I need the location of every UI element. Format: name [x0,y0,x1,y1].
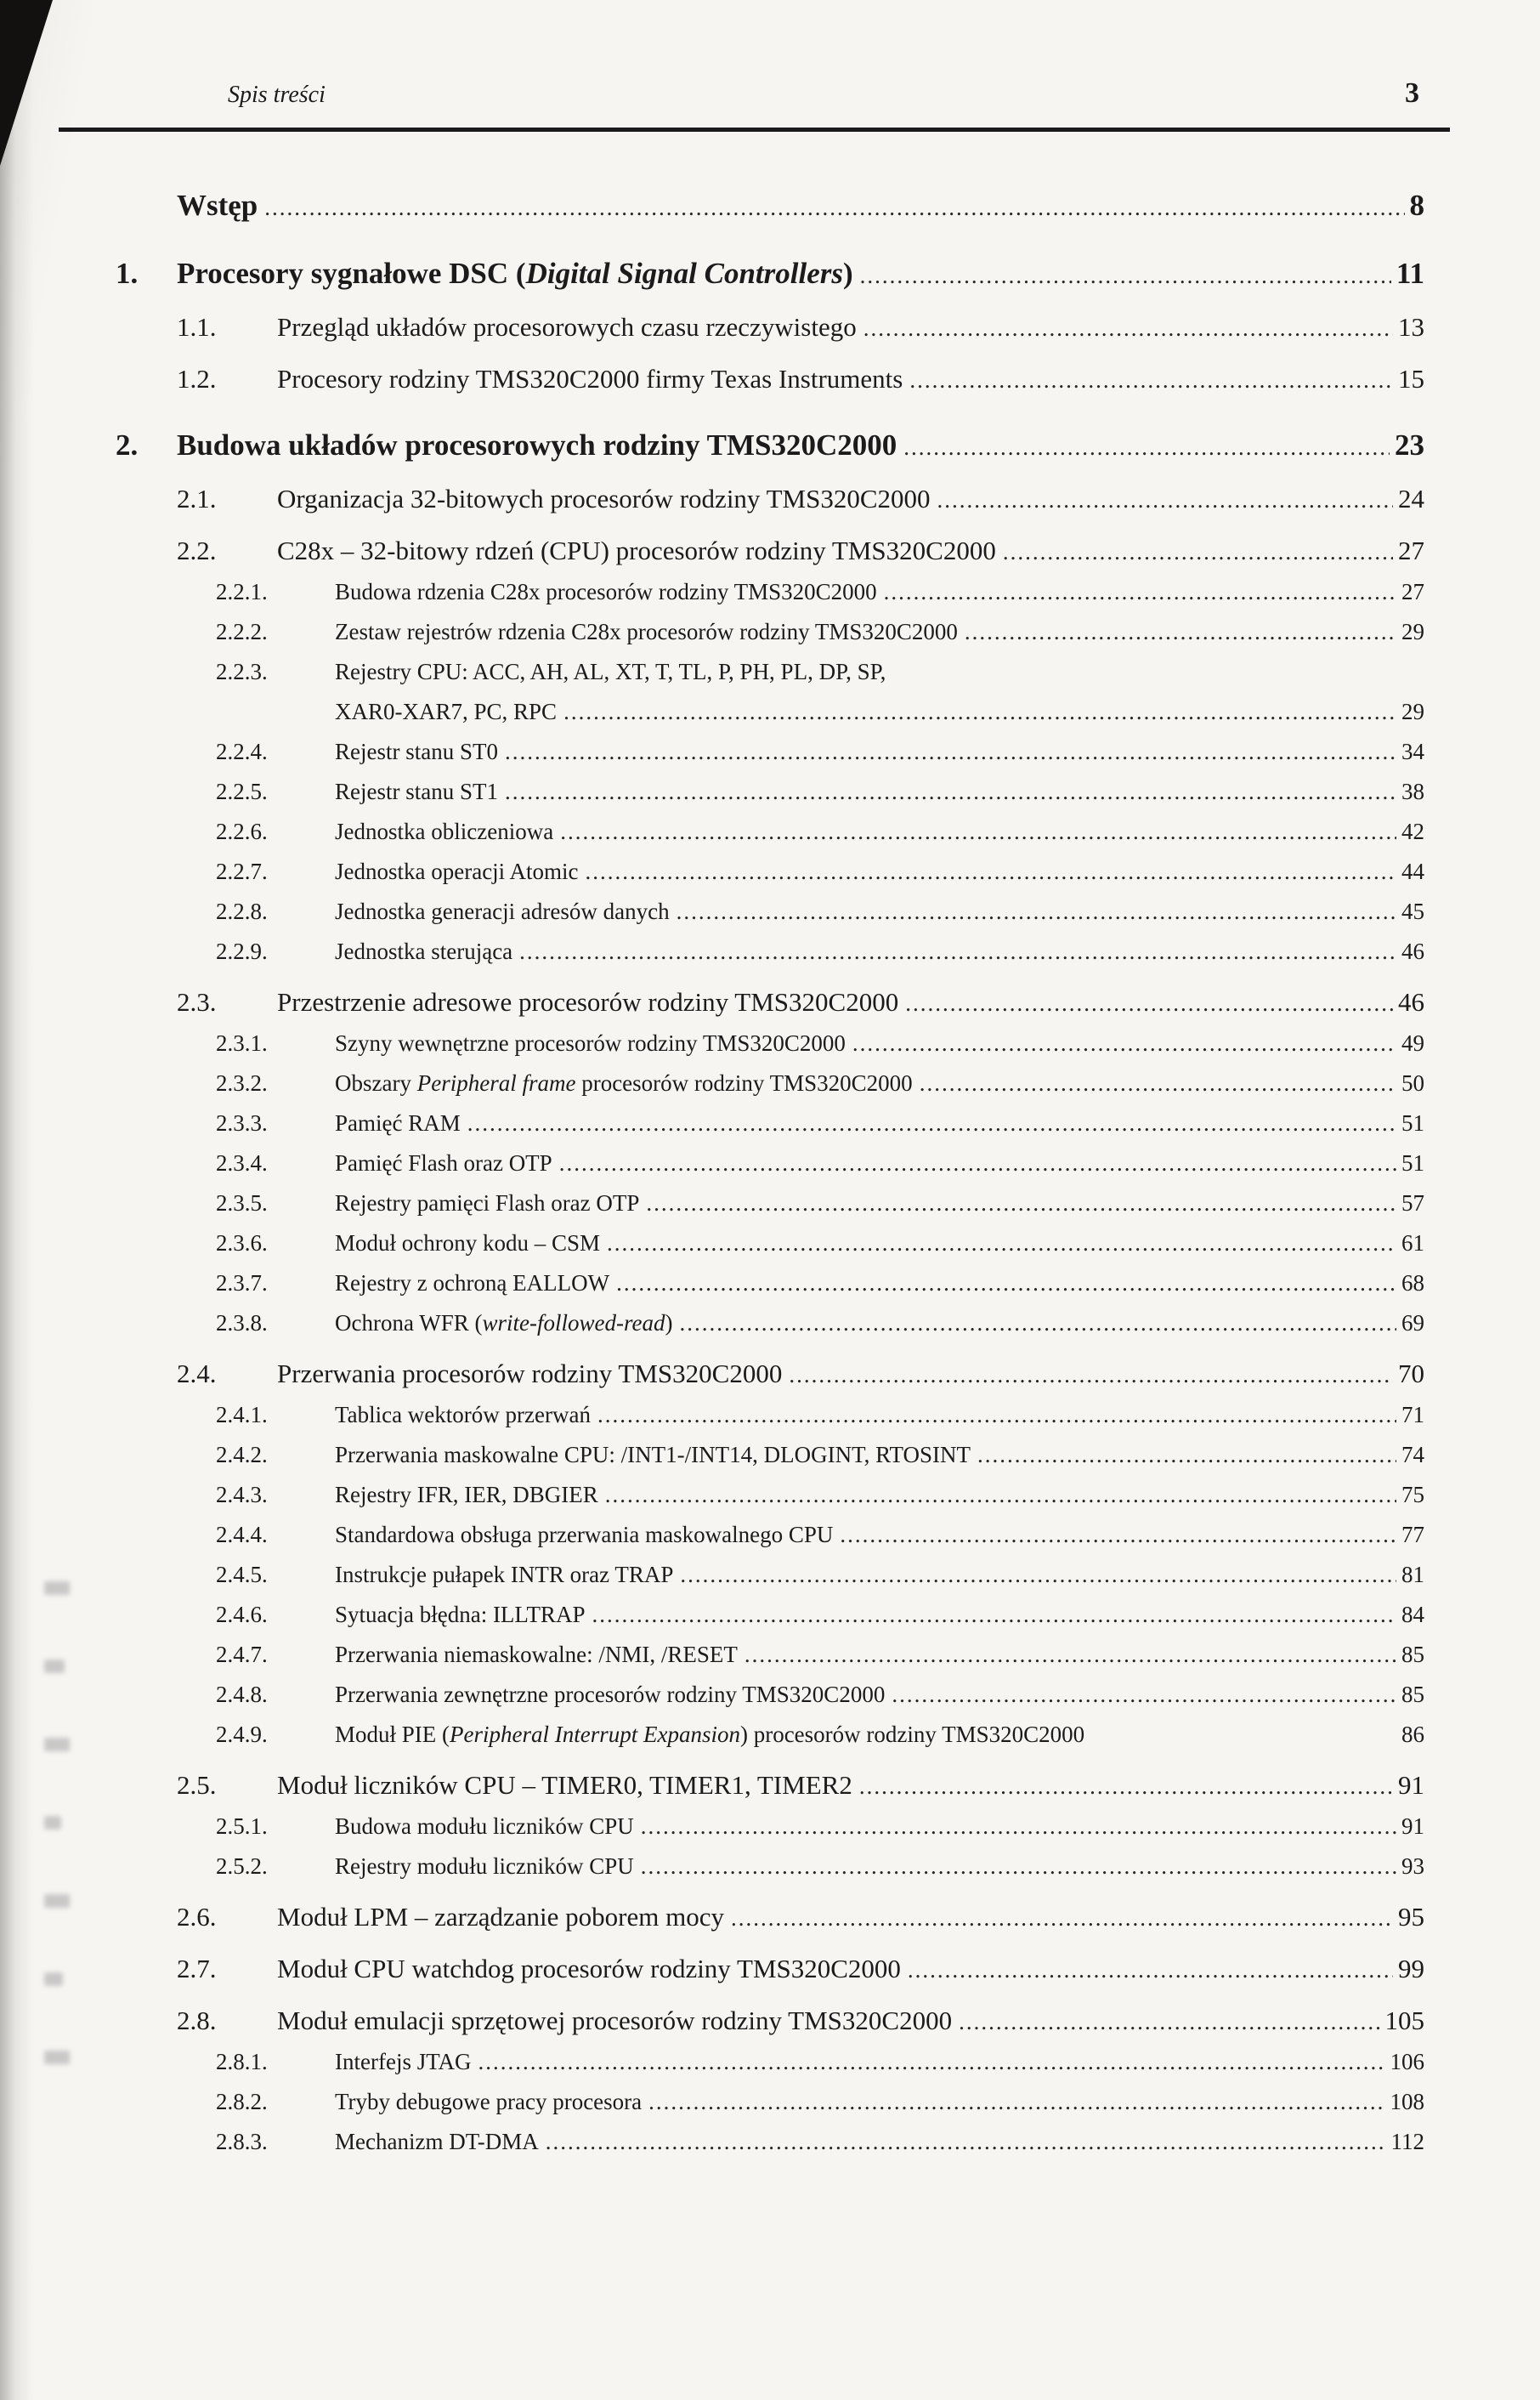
toc-entry-title [335,2082,642,2122]
toc-entry-page-number: 51 [1401,1110,1424,1136]
toc-entry-page-number: 44 [1401,859,1424,884]
toc-entry-title [335,1064,913,1104]
toc-entry-page-number: 50 [1401,1070,1424,1096]
dot-leader [977,1435,1396,1475]
toc-entry [116,424,1424,468]
toc-entry-title-part: Rejestr stanu ST0 [335,739,498,764]
toc-entry-number: 2.5.1. [216,1813,268,1839]
toc-entry [216,2082,1424,2122]
toc-entry-title [277,359,903,399]
toc-entry-number: 2.2.8. [216,899,268,924]
toc-entry [216,732,1424,772]
toc-entry [216,2122,1424,2162]
toc-entry-number: 2.2.5. [216,779,268,804]
dot-leader [505,772,1396,812]
toc-entry-page-number: 91 [1401,1813,1424,1839]
toc-entry-page-number: 24 [1398,484,1424,513]
running-header-page-number: 3 [1405,77,1419,109]
toc-entry-page-number: 11 [1396,257,1424,290]
toc-entry [216,1024,1424,1064]
toc-entry-number: 2.3.6. [216,1230,268,1256]
toc-entry-title [335,772,498,812]
toc-entry-title [335,892,670,932]
toc-entry [216,852,1424,892]
toc-entry-number: 2.3.7. [216,1270,268,1296]
toc-entry [216,1143,1424,1183]
toc-entry-title [335,932,512,972]
toc-entry-title-part: Moduł LPM – zarządzanie poborem mocy [277,1902,724,1932]
dot-leader [264,186,1404,229]
dot-leader [597,1395,1396,1435]
toc-entry [216,1475,1424,1515]
toc-entry-title-part: procesorów rodziny TMS320C2000 [575,1070,913,1096]
toc-entry [216,1064,1424,1104]
toc-entry-title-part: Budowa rdzenia C28x procesorów rodziny TMS320C2000 [335,579,877,604]
toc-entry-title-part: Przerwania niemaskowalne: /NMI, /RESET [335,1642,738,1667]
toc-entry-title-part: Mechanizm DT-DMA [335,2129,539,2154]
dot-leader [679,1303,1396,1343]
toc-entry-title [177,252,853,295]
toc-entry-page-number: 70 [1398,1359,1424,1388]
toc-entry-title-part: Moduł ochrony kodu – CSM [335,1230,601,1256]
toc-entry-title-part: XAR0-XAR7, PC, RPC [335,699,558,724]
toc-entry-number: 2.2.2. [216,619,268,644]
toc-entry-title-italic-part: Peripheral frame [416,1070,576,1096]
toc-entry-title-part: Przerwania procesorów rodziny TMS320C2000 [277,1359,783,1388]
toc-entry-page-number: 86 [1401,1722,1424,1747]
toc-entry-title [335,852,578,892]
toc-entry-title [277,1353,782,1393]
toc-entry-title-part: Ochrona WFR ( [335,1310,483,1336]
toc-entry [216,612,1424,652]
toc-entry-page-number: 57 [1401,1190,1424,1216]
toc-entry-title [335,692,557,732]
running-header [0,0,1540,111]
toc-entry-title-part: Wstęp [177,189,258,222]
toc-entry-title [335,1847,634,1887]
dot-leader [563,692,1396,732]
toc-entry-title-part: Przestrzenie adresowe procesorów rodziny TMS320C2000 [277,987,899,1017]
dot-leader [677,892,1396,932]
dot-leader [559,1143,1396,1183]
toc-entry [216,1675,1424,1715]
toc-entry-title-part: Rejestry CPU: ACC, AH, AL, XT, T, TL, P, PH, PL, DP, SP, [335,659,886,684]
toc-entry-title-part: Przegląd układów procesorowych czasu rzeczywistego [277,312,857,342]
toc-entry-title-part: Obszary [335,1070,417,1096]
toc-entry-title [335,1807,634,1847]
toc-entry-title [335,732,498,772]
toc-entry-title [335,2042,472,2082]
toc-entry [216,772,1424,812]
toc-entry-page-number: 105 [1384,2006,1424,2035]
dot-leader [478,2042,1385,2082]
toc-entry-title [335,1104,461,1143]
toc-entry-title-part: Moduł emulacji sprzętowej procesorów rodziny TMS320C2000 [277,2006,953,2035]
table-of-contents [116,184,1424,2162]
toc-entry-number: 2.4.5. [216,1562,268,1587]
toc-entry-number: 2.4. [177,1359,217,1388]
toc-entry-number: 1.1. [177,312,217,342]
toc-entry-title-part: Rejestry IFR, IER, DBGIER [335,1482,598,1507]
toc-entry-number: 2. [116,428,139,462]
toc-entry-title-part: ) procesorów rodziny TMS320C2000 [739,1722,1085,1747]
toc-entry-number: 1.2. [177,364,217,394]
dot-leader [607,1223,1396,1263]
toc-entry-title [335,1475,598,1515]
toc-entry-number: 2.3.4. [216,1150,268,1176]
toc-entry-title-part: Organizacja 32-bitowych procesorów rodziny TMS320C2000 [277,484,931,513]
toc-entry-title [277,982,898,1022]
toc-entry-number: 2.8.3. [216,2129,268,2154]
dot-leader [467,1104,1396,1143]
dot-leader [519,932,1396,972]
running-header-title: Spis treści [228,82,326,108]
dot-leader [903,426,1390,468]
dot-leader [592,1595,1396,1635]
toc-entry-number: 2.3.2. [216,1070,268,1096]
scan-edge-shadow [0,0,34,2400]
toc-entry-page-number: 85 [1401,1682,1424,1707]
toc-entry-number: 2.3. [177,987,217,1017]
dot-leader [641,1807,1396,1847]
toc-entry-number: 2.4.9. [216,1722,268,1747]
dot-leader [605,1475,1396,1515]
toc-entry-number: 2.3.1. [216,1030,268,1056]
toc-entry-title-part: Standardowa obsługa przerwania maskowalnego CPU [335,1522,834,1547]
toc-entry [116,252,1424,297]
toc-entry-title [335,1555,673,1595]
toc-entry [216,892,1424,932]
toc-entry-title-part: Moduł PIE ( [335,1722,450,1747]
toc-entry-title-part: Procesory sygnałowe DSC ( [177,257,526,290]
toc-entry [216,1555,1424,1595]
dot-leader [680,1555,1396,1595]
toc-entry-title-italic-part: Digital Signal Controllers [525,257,843,290]
toc-entry-page-number: 91 [1398,1770,1424,1800]
toc-entry [216,1635,1424,1675]
toc-entry-title [277,479,931,519]
toc-entry-title [335,1435,971,1475]
toc-entry [177,2000,1424,2042]
toc-entry-page-number: 29 [1401,619,1424,644]
toc-entry-page-number: 61 [1401,1230,1424,1256]
toc-entry-title-part: Szyny wewnętrzne procesorów rodziny TMS320C2000 [335,1030,846,1056]
dot-leader [745,1635,1396,1675]
dot-leader [908,1950,1393,1990]
dot-leader [892,1675,1396,1715]
toc-entry-title [335,1715,1084,1755]
toc-entry-page-number: 29 [1401,699,1424,724]
toc-entry [177,359,1424,400]
dot-leader [641,1847,1396,1887]
toc-entry-page-number: 68 [1401,1270,1424,1296]
toc-entry-title-part: Tryby debugowe pracy procesora [335,2089,643,2114]
toc-entry-page-number: 69 [1401,1310,1424,1336]
toc-entry-title [335,1675,885,1715]
toc-entry-page-number: 8 [1409,189,1424,222]
toc-entry-title-part: Moduł liczników CPU – TIMER0, TIMER1, TIMER2 [277,1770,852,1800]
toc-entry-page-number: 81 [1401,1562,1424,1587]
toc-entry-page-number: 27 [1401,579,1424,604]
toc-entry-page-number: 74 [1401,1442,1424,1467]
toc-entry-title [177,424,897,467]
dot-leader [840,1515,1396,1555]
toc-entry [216,1515,1424,1555]
toc-entry-page-number: 95 [1398,1902,1424,1932]
toc-entry [177,530,1424,572]
toc-entry-number: 2.3.3. [216,1110,268,1136]
toc-entry-number: 2.1. [177,484,217,513]
toc-entry-page-number: 51 [1401,1150,1424,1176]
toc-entry-page-number: 75 [1401,1482,1424,1507]
toc-entry-number: 2.2.6. [216,819,268,844]
toc-entry [216,1807,1424,1847]
toc-entry-page-number: 84 [1401,1602,1424,1627]
toc-entry-number: 2.7. [177,1954,217,1983]
toc-entry-title [335,612,958,652]
toc-entry [216,2042,1424,2082]
dot-leader [920,1064,1396,1104]
toc-entry-number: 1. [116,257,139,290]
toc-entry-number: 2.8.1. [216,2049,268,2074]
toc-entry [216,1223,1424,1263]
toc-entry-title [335,1635,738,1675]
toc-entry [177,479,1424,520]
toc-entry-number: 2.4.8. [216,1682,268,1707]
toc-entry-title-part: Rejestry z ochroną EALLOW [335,1270,610,1296]
toc-entry-title [335,652,886,692]
toc-entry-title [335,1595,585,1635]
toc-entry-page-number: 34 [1401,739,1424,764]
toc-entry-title-part: Rejestr stanu ST1 [335,779,498,804]
toc-entry-title-part: Budowa modułu liczników CPU [335,1813,634,1839]
toc-entry-number: 2.5.2. [216,1853,268,1879]
toc-entry-title-part: Jednostka operacji Atomic [335,859,579,884]
toc-entry-title-part: Pamięć RAM [335,1110,461,1136]
toc-entry-title-part: Jednostka obliczeniowa [335,819,554,844]
toc-entry-title-part: Zestaw rejestrów rdzenia C28x procesorów rodziny TMS320C2000 [335,619,958,644]
toc-entry-number: 2.5. [177,1770,217,1800]
toc-entry-title-part: Jednostka generacji adresów danych [335,899,670,924]
toc-entry-page-number: 93 [1401,1853,1424,1879]
dot-leader [616,1263,1396,1303]
toc-entry [177,1949,1424,1990]
toc-entry-title [277,530,996,570]
toc-entry-title [335,1143,552,1183]
dot-leader [937,480,1393,520]
dot-leader [859,1767,1393,1807]
toc-entry [216,1847,1424,1887]
toc-entry-title [277,2000,952,2040]
toc-entry-title [277,307,857,347]
toc-entry-number: 2.4.3. [216,1482,268,1507]
toc-entry-title-part: Rejestry pamięci Flash oraz OTP [335,1190,640,1216]
toc-entry-title [335,812,553,852]
toc-entry [216,652,1424,692]
toc-entry [177,982,1424,1024]
toc-entry-title [335,1395,591,1435]
dot-leader [884,572,1396,612]
toc-entry-title-part: Tablica wektorów przerwań [335,1402,591,1427]
toc-entry-number: 2.2.1. [216,579,268,604]
toc-entry-title-italic-part: Peripheral Interrupt Expansion [450,1722,740,1747]
toc-entry-page-number: 108 [1390,2089,1424,2114]
toc-entry-page-number: 85 [1401,1642,1424,1667]
toc-entry-title [277,1765,852,1805]
toc-entry-number: 2.4.1. [216,1402,268,1427]
toc-entry-page-number: 23 [1395,428,1424,462]
toc-entry-title [335,572,877,612]
dot-leader [860,254,1391,297]
header-rule [59,128,1450,132]
toc-entry-page-number: 112 [1390,2129,1424,2154]
toc-entry-title [277,1897,724,1937]
toc-entry-page-number: 38 [1401,779,1424,804]
toc-entry [216,1715,1424,1755]
dot-leader [863,309,1393,349]
toc-entry-page-number: 99 [1398,1954,1424,1983]
toc-entry-number: 2.2.3. [216,659,268,684]
dot-leader [909,360,1393,400]
toc-entry-title-part: Budowa układów procesorowych rodziny TMS320C2000 [177,428,897,462]
toc-entry-title [335,2122,539,2162]
dot-leader [1003,532,1393,572]
toc-entry [216,1104,1424,1143]
toc-entry-number: 2.6. [177,1902,217,1932]
toc-entry-page-number: 13 [1398,312,1424,342]
toc-entry-title [177,184,258,227]
toc-entry [177,184,1424,229]
toc-entry-title-part: Pamięć Flash oraz OTP [335,1150,552,1176]
toc-entry-number: 2.4.4. [216,1522,268,1547]
toc-entry-page-number: 27 [1398,536,1424,565]
toc-entry-number: 2.2.9. [216,939,268,964]
toc-entry [216,932,1424,972]
toc-entry-page-number: 71 [1401,1402,1424,1427]
toc-entry-title-part: Instrukcje pułapek INTR oraz TRAP [335,1562,674,1587]
dot-leader [905,984,1393,1024]
toc-entry-number: 2.2. [177,536,217,565]
toc-entry-number: 2.3.8. [216,1310,268,1336]
dot-leader [731,1898,1393,1938]
dot-leader [648,2082,1384,2122]
toc-entry-number: 2.4.7. [216,1642,268,1667]
dot-leader [789,1355,1393,1395]
dot-leader [959,2002,1379,2042]
toc-entry [216,1303,1424,1343]
toc-entry-title-part: Jednostka sterująca [335,939,513,964]
toc-entry-number: 2.3.5. [216,1190,268,1216]
toc-entry [177,1765,1424,1807]
toc-entry-number: 2.2.4. [216,739,268,764]
toc-entry-title-part: Przerwania maskowalne CPU: /INT1-/INT14, DLOGINT, RTOSINT [335,1442,971,1467]
toc-entry [216,812,1424,852]
toc-entry [177,1897,1424,1938]
toc-entry-title-part: Procesory rodziny TMS320C2000 firmy Texas Instruments [277,364,903,394]
dot-leader [646,1183,1396,1223]
toc-entry [216,1435,1424,1475]
toc-entry-page-number: 46 [1401,939,1424,964]
toc-entry-title [335,1183,639,1223]
dot-leader [560,812,1396,852]
toc-entry-number: 2.4.2. [216,1442,268,1467]
toc-entry-title-part: ) [665,1310,673,1336]
toc-entry [216,572,1424,612]
toc-entry-title-italic-part: write-followed-read [482,1310,665,1336]
toc-entry-title-part: Przerwania zewnętrzne procesorów rodziny TMS320C2000 [335,1682,886,1707]
toc-entry-page-number: 42 [1401,819,1424,844]
toc-entry-title-part: Sytuacja błędna: ILLTRAP [335,1602,586,1627]
dot-leader [852,1024,1396,1064]
toc-entry-number: 2.8.2. [216,2089,268,2114]
toc-entry-number: 2.8. [177,2006,217,2035]
toc-entry-number: 2.4.6. [216,1602,268,1627]
toc-entry-page-number: 106 [1390,2049,1424,2074]
dot-leader [965,612,1396,652]
toc-entry [177,1353,1424,1395]
toc-entry-title-part: C28x – 32-bitowy rdzeń (CPU) procesorów rodziny TMS320C2000 [277,536,996,565]
toc-entry-title [335,1024,846,1064]
toc-entry-title [335,1303,672,1343]
toc-entry-title-part: Moduł CPU watchdog procesorów rodziny TMS320C2000 [277,1954,901,1983]
toc-entry-page-number: 46 [1398,987,1424,1017]
toc-entry [216,1395,1424,1435]
dot-leader [546,2122,1386,2162]
toc-entry [177,307,1424,349]
toc-entry-title [335,1263,609,1303]
toc-entry [216,1595,1424,1635]
toc-entry-page-number: 77 [1401,1522,1424,1547]
toc-entry-page-number: 15 [1398,364,1424,394]
toc-entry-title-part: Rejestry modułu liczników CPU [335,1853,634,1879]
toc-entry-title [335,1515,833,1555]
toc-entry-number: 2.2.7. [216,859,268,884]
toc-entry-page-number: 45 [1401,899,1424,924]
toc-entry-title [335,1223,600,1263]
toc-entry-title-part: ) [843,257,853,290]
dot-leader [585,852,1396,892]
toc-entry-title-part: Interfejs JTAG [335,2049,472,2074]
toc-entry [216,1183,1424,1223]
toc-entry [216,1263,1424,1303]
dot-leader [505,732,1396,772]
toc-entry-page-number: 49 [1401,1030,1424,1056]
toc-entry-title [277,1949,901,1989]
toc-entry [216,692,1424,732]
